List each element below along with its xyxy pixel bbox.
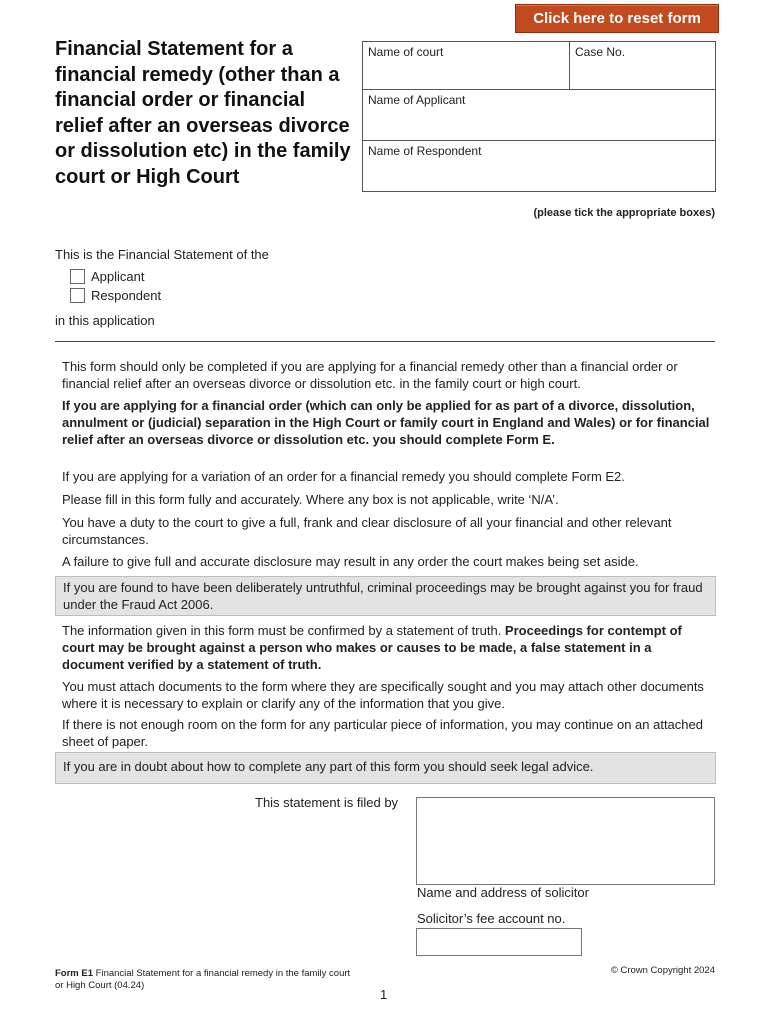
- page-number: 1: [380, 987, 388, 1002]
- reset-form-button[interactable]: Click here to reset form: [515, 4, 719, 33]
- applicant-checkbox[interactable]: [70, 269, 85, 284]
- fee-account-label: Solicitor’s fee account no.: [417, 911, 566, 926]
- variation-paragraph: If you are applying for a variation of an order for a financial remedy you should complete Form E2.: [62, 469, 625, 484]
- contempt-warning-text: Proceedings for contempt of court may be brought against a person who makes or causes to be made, a false statement in a document verified by a statement of truth.: [62, 623, 682, 672]
- financial-order-warning: If you are applying for a financial order (which can only be applied for as part of a divorce, dissolution, annulment or (judicial) separation in the High Court or family court in England and Wales) or for financial relief after an overseas divorce or dissolution etc. you should complete Form E.: [62, 398, 710, 447]
- fill-fully-paragraph: Please fill in this form fully and accurately. Where any box is not applicable, write ‘N/A’.: [62, 492, 559, 507]
- section-divider: [55, 341, 715, 342]
- name-of-respondent-label: Name of Respondent: [368, 144, 482, 158]
- name-of-applicant-label: Name of Applicant: [368, 93, 466, 107]
- case-no-field[interactable]: [570, 42, 715, 90]
- case-no-label: Case No.: [575, 45, 626, 59]
- filed-by-label: This statement is filed by: [255, 795, 399, 810]
- form-title: Financial Statement for a financial remedy (other than a financial order or financial relief after an overseas divorce or dissolution etc) in the family court or High Court: [55, 38, 351, 188]
- respondent-checkbox[interactable]: [70, 288, 85, 303]
- statement-of-intro: This is the Financial Statement of the: [55, 247, 269, 262]
- respondent-option[interactable]: [70, 288, 161, 303]
- failure-paragraph: A failure to give full and accurate disclosure may result in any order the court makes being set aside.: [62, 554, 639, 569]
- statement-of-truth-paragraph: [62, 623, 712, 673]
- solicitor-name-address-field[interactable]: [416, 797, 715, 885]
- attach-documents-paragraph: You must attach documents to the form where they are specifically sought and you may attach other documents where it is necessary to explain or clarify any of the information that you give.: [62, 679, 704, 711]
- tick-boxes-hint: (please tick the appropriate boxes): [533, 207, 715, 219]
- fee-account-field[interactable]: [416, 928, 582, 956]
- legal-advice-box: If you are in doubt about how to complete any part of this form you should seek legal advice.: [55, 752, 716, 784]
- copyright-notice: © Crown Copyright 2024: [610, 965, 715, 976]
- extra-sheet-paragraph: If there is not enough room on the form for any particular piece of information, you may continue on an attached sheet of paper.: [62, 717, 703, 749]
- untruthful-warning-box: If you are found to have been deliberately untruthful, criminal proceedings may be brought against you for fraud under the Fraud Act 2006.: [55, 576, 716, 616]
- applicant-option-label: Applicant: [91, 269, 145, 284]
- form-description: Financial Statement for a financial remedy in the family court or High Court (04.24): [55, 968, 351, 991]
- form-footer: [55, 968, 355, 992]
- name-of-applicant-field[interactable]: [363, 90, 715, 141]
- respondent-option-label: Respondent: [91, 288, 162, 303]
- solicitor-name-address-label: Name and address of solicitor: [417, 885, 589, 900]
- form-code: Form E1: [55, 968, 94, 979]
- statement-of-truth-text: The information given in this form must be confirmed by a statement of truth.: [62, 623, 505, 638]
- name-of-respondent-field[interactable]: [363, 141, 715, 191]
- name-of-court-label: Name of court: [368, 45, 444, 59]
- intro-paragraph: This form should only be completed if you are applying for a financial remedy other than a financial order or financial relief after an overseas divorce or dissolution etc. in the family court or high court.: [62, 359, 678, 391]
- court-details-box: [362, 41, 716, 192]
- applicant-option[interactable]: [70, 269, 144, 284]
- duty-paragraph: You have a duty to the court to give a full, frank and clear disclosure of all your financial and other relevant circumstances.: [62, 515, 672, 547]
- statement-of-outro: in this application: [55, 313, 155, 328]
- name-of-court-field[interactable]: [363, 42, 570, 90]
